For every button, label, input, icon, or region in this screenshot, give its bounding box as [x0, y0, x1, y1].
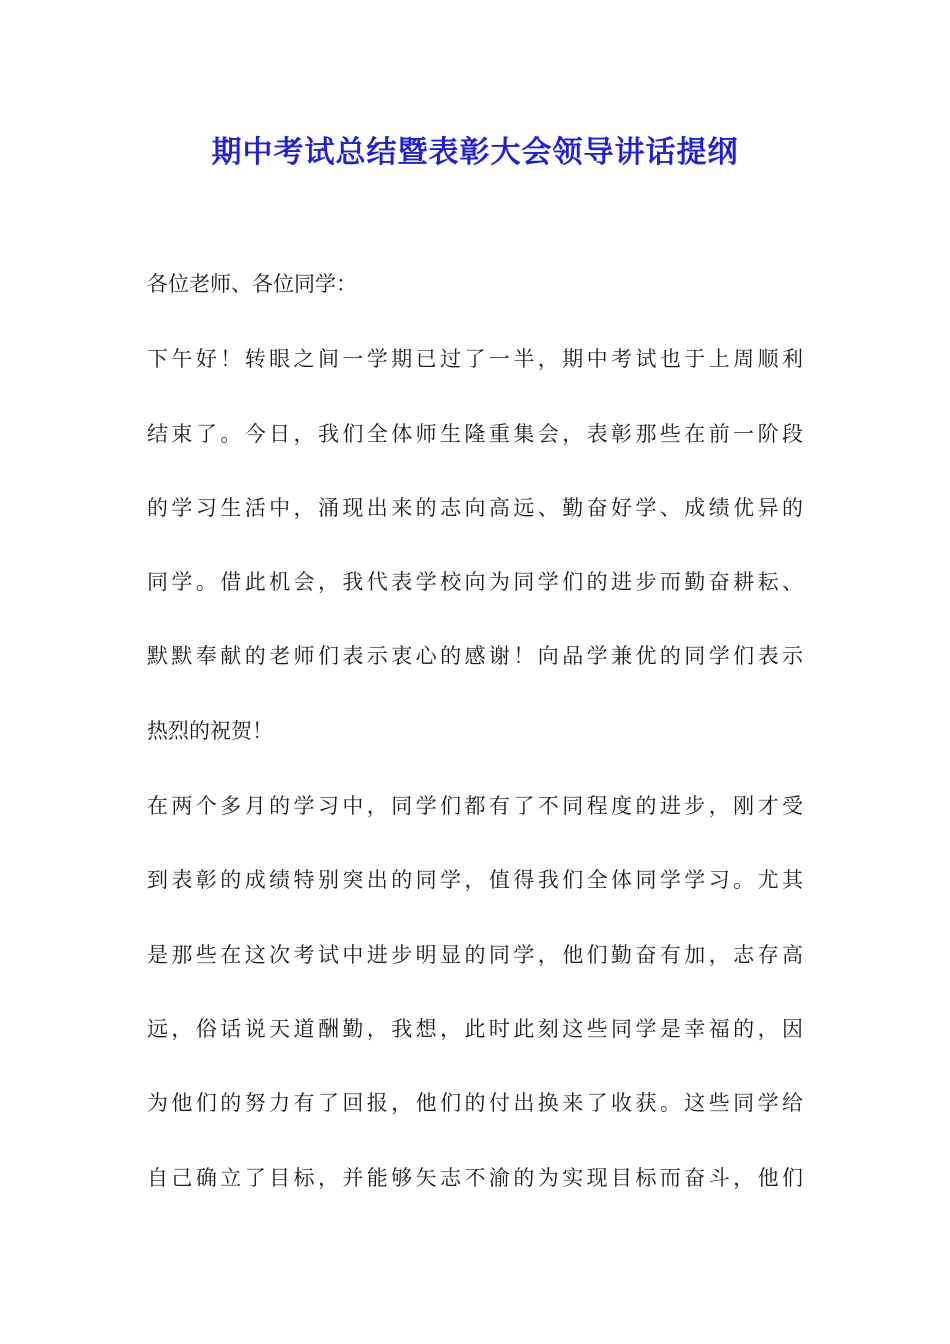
- body-line: 自己确立了目标，并能够矢志不渝的为实现目标而奋斗，他们: [147, 1166, 803, 1190]
- body-line: 热烈的祝贺！: [147, 719, 273, 743]
- document-title: 期中考试总结暨表彰大会领导讲话提纲: [211, 135, 739, 170]
- body-line: 同学。借此机会，我代表学校向为同学们的进步而勤奋耕耘、: [147, 570, 803, 594]
- body-line: 默默奉献的老师们表示衷心的感谢！向品学兼优的同学们表示: [147, 644, 803, 668]
- body-line: 到表彰的成绩特别突出的同学，值得我们全体同学学习。尤其: [147, 868, 803, 892]
- body-line: 下午好！转眼之间一学期已过了一半，期中考试也于上周顺利: [147, 347, 803, 371]
- body-line: 的学习生活中，涌现出来的志向高远、勤奋好学、成绩优异的: [147, 496, 803, 520]
- body-line: 为他们的努力有了回报，他们的付出换来了收获。这些同学给: [147, 1091, 803, 1115]
- body-line: 是那些在这次考试中进步明显的同学，他们勤奋有加，志存高: [147, 943, 803, 967]
- body-line: 远，俗话说天道酬勤，我想，此时此刻这些同学是幸福的，因: [147, 1017, 803, 1041]
- salutation-line: 各位老师、各位同学：: [147, 272, 357, 296]
- body-line: 在两个多月的学习中，同学们都有了不同程度的进步，刚才受: [147, 794, 803, 818]
- body-line: 结束了。今日，我们全体师生隆重集会，表彰那些在前一阶段: [147, 422, 803, 446]
